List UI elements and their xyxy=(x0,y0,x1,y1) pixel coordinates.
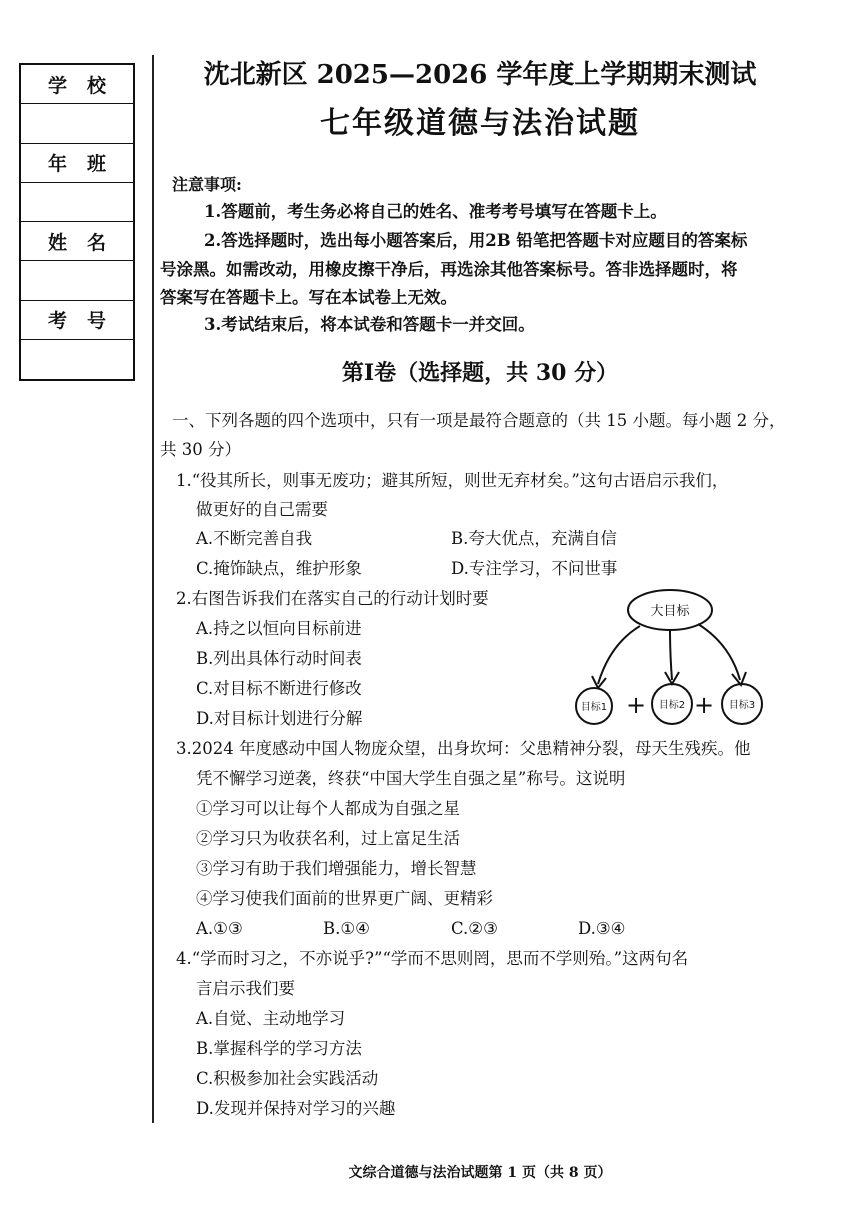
question-3-statement-4: ④学习使我们面前的世界更广阔、更精彩 xyxy=(196,889,493,908)
question-2-option-d: D.对目标计划进行分解 xyxy=(196,709,363,728)
notice-item-2-line-3: 答案写在答题卡上。写在本试卷上无效。 xyxy=(160,288,457,307)
info-field-school[interactable] xyxy=(21,104,133,143)
goal-3-label: 目标3 xyxy=(728,700,756,711)
question-4-stem-line-2: 言启示我们要 xyxy=(196,979,295,998)
plus-sign-1: + xyxy=(625,691,647,719)
section-title: 第Ⅰ卷（选择题，共 30 分） xyxy=(341,360,619,386)
goal-1-label: 目标1 xyxy=(580,702,608,713)
question-1-option-a: A.不断完善自我 xyxy=(196,529,313,548)
info-field-exam-number[interactable] xyxy=(21,340,133,379)
question-1-option-c: C.掩饰缺点，维护形象 xyxy=(196,559,362,578)
info-field-class[interactable] xyxy=(21,183,133,222)
notice-item-3: 3.考试结束后，将本试卷和答题卡一并交回。 xyxy=(204,315,535,334)
question-3-stem-line-1: 3.2024 年度感动中国人物庞众望，出身坎坷：父患精神分裂，母天生残疾。他 xyxy=(176,739,751,758)
binding-line xyxy=(152,55,154,1123)
question-3-option-a: A.①③ xyxy=(196,919,243,938)
question-4-option-a: A.自觉、主动地学习 xyxy=(196,1009,346,1028)
question-3-statement-3: ③学习有助于我们增强能力，增长智慧 xyxy=(196,859,477,878)
question-2-option-c: C.对目标不断进行修改 xyxy=(196,679,362,698)
arrow-to-goal-3 xyxy=(698,624,740,680)
question-4-option-b: B.掌握科学的学习方法 xyxy=(196,1039,362,1058)
question-2-stem: 2.右图告诉我们在落实自己的行动计划时要 xyxy=(176,589,489,608)
question-1-stem-line-2: 做更好的自己需要 xyxy=(196,500,328,519)
arrow-to-goal-1 xyxy=(598,626,640,684)
big-goal-label: 大目标 xyxy=(650,604,690,619)
goal-2-label: 目标2 xyxy=(658,700,686,711)
question-3-statement-2: ②学习只为收获名利，过上富足生活 xyxy=(196,829,460,848)
question-3-option-d: D.③④ xyxy=(578,919,626,938)
exam-title: 沈北新区 2025—2026 学年度上学期期末测试 xyxy=(203,60,757,90)
question-1-option-b: B.夸大优点，充满自信 xyxy=(451,529,617,548)
question-3-option-b: B.①④ xyxy=(323,919,370,938)
info-field-name[interactable] xyxy=(21,261,133,300)
question-3-option-c: C.②③ xyxy=(451,919,498,938)
page-footer: 文综合道德与法治试题第 1 页（共 8 页） xyxy=(348,1165,612,1181)
section-instruction-line-1: 一、下列各题的四个选项中，只有一项是最符合题意的（共 15 小题。每小题 2 分， xyxy=(172,411,786,430)
info-label-exam-number: 考号 xyxy=(21,301,133,340)
question-4-option-c: C.积极参加社会实践活动 xyxy=(196,1069,379,1088)
section-instruction-line-2: 共 30 分） xyxy=(160,440,241,459)
goal-breakdown-diagram xyxy=(570,584,800,732)
question-4-option-d: D.发现并保持对学习的兴趣 xyxy=(196,1099,396,1118)
exam-subtitle: 七年级道德与法治试题 xyxy=(320,106,640,141)
question-3-statement-1: ①学习可以让每个人都成为自强之星 xyxy=(196,799,460,818)
info-label-school: 学校 xyxy=(21,65,133,104)
question-4-stem-line-1: 4.“学而时习之，不亦说乎?”“学而不思则罔，思而不学则殆。”这两句名 xyxy=(176,949,689,968)
arrow-to-goal-2 xyxy=(670,630,672,680)
notice-item-2-line-2: 号涂黑。如需改动，用橡皮擦干净后，再选涂其他答案标号。答非选择题时，将 xyxy=(160,260,738,279)
student-info-table xyxy=(19,63,135,381)
question-1-option-d: D.专注学习，不问世事 xyxy=(451,559,618,578)
notice-item-2-line-1: 2.答选择题时，选出每小题答案后，用2B 铅笔把答题卡对应题目的答案标 xyxy=(204,231,748,250)
info-label-class: 年班 xyxy=(21,144,133,183)
notice-heading: 注意事项: xyxy=(172,175,242,194)
question-2-option-b: B.列出具体行动时间表 xyxy=(196,649,362,668)
info-label-name: 姓名 xyxy=(21,222,133,261)
notice-item-1: 1.答题前，考生务必将自己的姓名、准考考号填写在答题卡上。 xyxy=(204,202,667,221)
question-1-stem-line-1: 1.“役其所长，则事无废功；避其所短，则世无弃材矣。”这句古语启示我们， xyxy=(176,471,729,490)
plus-sign-2: + xyxy=(693,691,715,719)
question-2-option-a: A.持之以恒向目标前进 xyxy=(196,619,362,638)
question-3-stem-line-2: 凭不懈学习逆袭，终获“中国大学生自强之星”称号。这说明 xyxy=(196,769,626,788)
